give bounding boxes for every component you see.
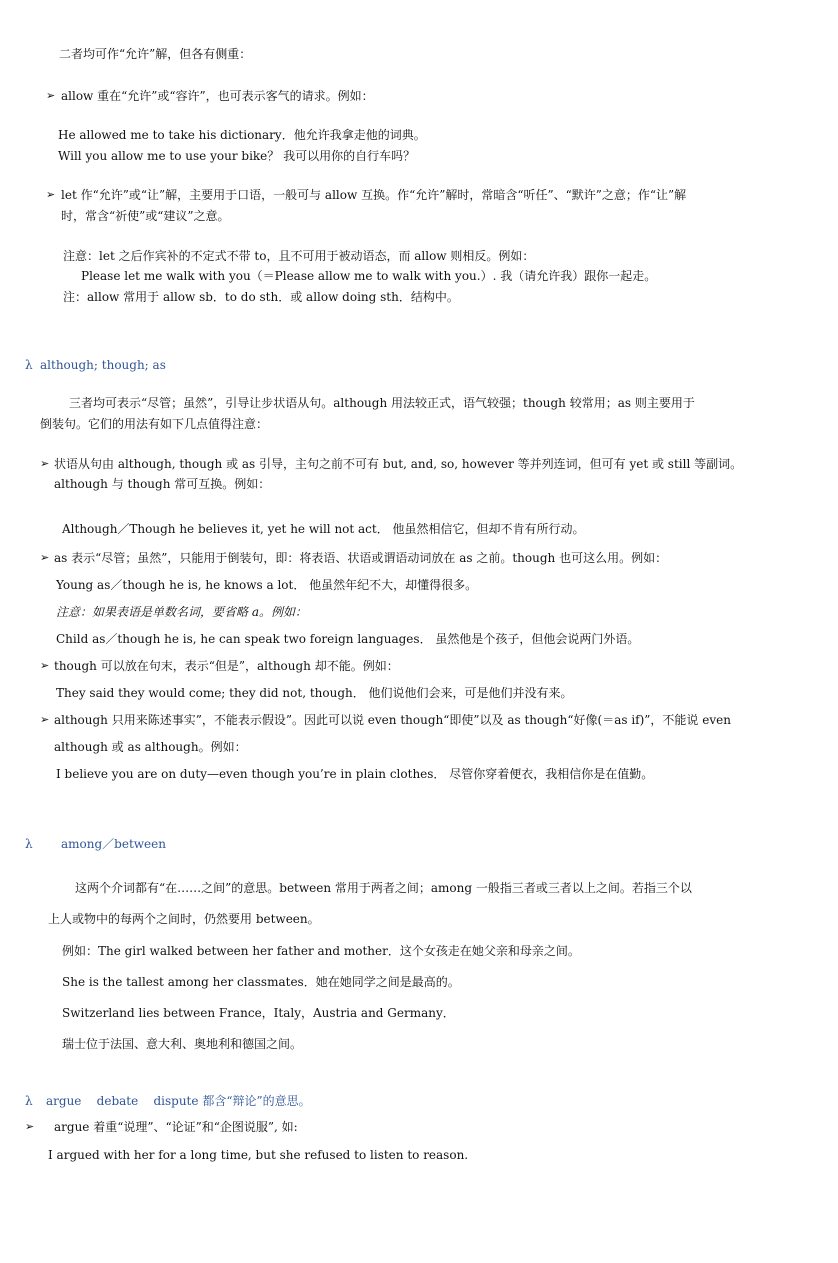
allow-point: allow 重在“允许”或“容许”，也可表示客气的请求。例如： <box>61 89 374 103</box>
section-heading-although: although; though; as <box>40 358 166 372</box>
although-point-1-line-1: 状语从句由 although, though 或 as 引导，主句之前不可有 but, and, so, however 等并列连词，但可有 yet 或 still 等副词。 <box>54 457 743 471</box>
although-example-1: Although／Though he believes it, yet he will not act． 他虽然相信它，但却不肯有所行动。 <box>62 522 585 536</box>
allow-example-2: Will you allow me to use your bike？ 我可以用你的自行车吗？ <box>58 149 416 163</box>
allow-structure-note: 注：allow 常用于 allow sb．to do sth．或 allow doing sth．结构中。 <box>63 290 459 304</box>
argue-example-1: I argued with her for a long time, but she refused to listen to reason. <box>48 1148 469 1162</box>
among-intro-line-1: 这两个介词都有“在……之间”的意思。between 常用于两者之间；among 一般指三者或三者以上之间。若指三个以 <box>75 881 692 895</box>
section-bullet-icon: λ <box>25 358 33 372</box>
among-example-1: 例如：The girl walked between her father and mother．这个女孩走在她父亲和母亲之间。 <box>62 944 580 958</box>
allow-example-1: He allowed me to take his dictionary．他允许我拿走他的词典。 <box>58 128 426 142</box>
argue-heading-rest: 都含“辩论”的意思。 <box>202 1094 311 1108</box>
although-point-2-note: 注意：如果表语是单数名词，要省略 a。例如： <box>56 605 307 619</box>
arrow-bullet-icon: ➢ <box>46 89 56 102</box>
arrow-bullet-icon: ➢ <box>25 1120 35 1133</box>
although-example-5: I believe you are on duty—even though you’re in plain clothes． 尽管你穿着便衣，我相信你是在值勤。 <box>56 767 654 781</box>
although-example-2: Young as／though he is, he knows a lot． 他虽然年纪不大，却懂得很多。 <box>56 578 478 592</box>
section-bullet-icon: λ <box>25 837 33 851</box>
although-point-3: though 可以放在句末，表示“但是”，although 却不能。例如： <box>54 659 399 673</box>
arrow-bullet-icon: ➢ <box>40 457 50 470</box>
among-intro-line-2: 上人或物中的每两个之间时，仍然要用 between。 <box>48 912 320 926</box>
let-point-line-1: let 作“允许”或“让”解，主要用于口语，一般可与 allow 互换。作“允许”解时，常暗含“听任”、“默许”之意；作“让”解 <box>61 188 687 202</box>
allow-let-intro: 二者均可作“允许”解，但各有侧重： <box>59 47 252 61</box>
arrow-bullet-icon: ➢ <box>40 551 50 564</box>
although-point-4-line-2: although 或 as although。例如： <box>54 740 247 754</box>
section-heading-argue <box>46 1093 311 1109</box>
let-note-example: Please let me walk with you（＝Please allow me to walk with you.）. 我（请允许我）跟你一起走。 <box>81 269 657 283</box>
argue-heading-words: argue debate dispute <box>46 1094 199 1108</box>
although-example-4: They said they would come; they did not, though． 他们说他们会来，可是他们并没有来。 <box>56 686 573 700</box>
among-example-4: 瑞士位于法国、意大利、奥地利和德国之间。 <box>62 1037 303 1051</box>
although-intro-line-1: 三者均可表示“尽管；虽然”，引导让步状语从句。although 用法较正式，语气较强；though 较常用；as 则主要用于 <box>69 396 695 410</box>
although-intro-line-2: 倒装句。它们的用法有如下几点值得注意： <box>40 417 269 431</box>
argue-point-1: argue 着重“说理”、“论证”和“企图说服”, 如: <box>54 1120 298 1134</box>
although-example-3: Child as／though he is, he can speak two foreign languages． 虽然他是个孩子，但他会说两门外语。 <box>56 632 640 646</box>
let-note: 注意：let 之后作宾补的不定式不带 to，且不可用于被动语态，而 allow 则相反。例如： <box>63 249 535 263</box>
section-bullet-icon: λ <box>25 1094 33 1108</box>
among-example-2: She is the tallest among her classmates．她在她同学之间是最高的。 <box>62 975 460 989</box>
although-point-2: as 表示“尽管；虽然”，只能用于倒装句，即：将表语、状语或谓语动词放在 as 之前。though 也可这么用。例如： <box>54 551 668 565</box>
although-point-4-line-1: although 只用来陈述事实”，不能表示假设”。因此可以说 even though“即使”以及 as though“好像(＝as if)”，不能说 even <box>54 713 731 727</box>
arrow-bullet-icon: ➢ <box>46 188 56 201</box>
although-point-1-line-2: although 与 though 常可互换。例如： <box>54 477 271 491</box>
among-example-3: Switzerland lies between France，Italy，Austria and Germany． <box>62 1006 455 1020</box>
arrow-bullet-icon: ➢ <box>40 659 50 672</box>
section-heading-among-between: among／between <box>61 837 166 851</box>
arrow-bullet-icon: ➢ <box>40 713 50 726</box>
let-point-line-2: 时，常含“祈使”或“建议”之意。 <box>61 209 230 223</box>
